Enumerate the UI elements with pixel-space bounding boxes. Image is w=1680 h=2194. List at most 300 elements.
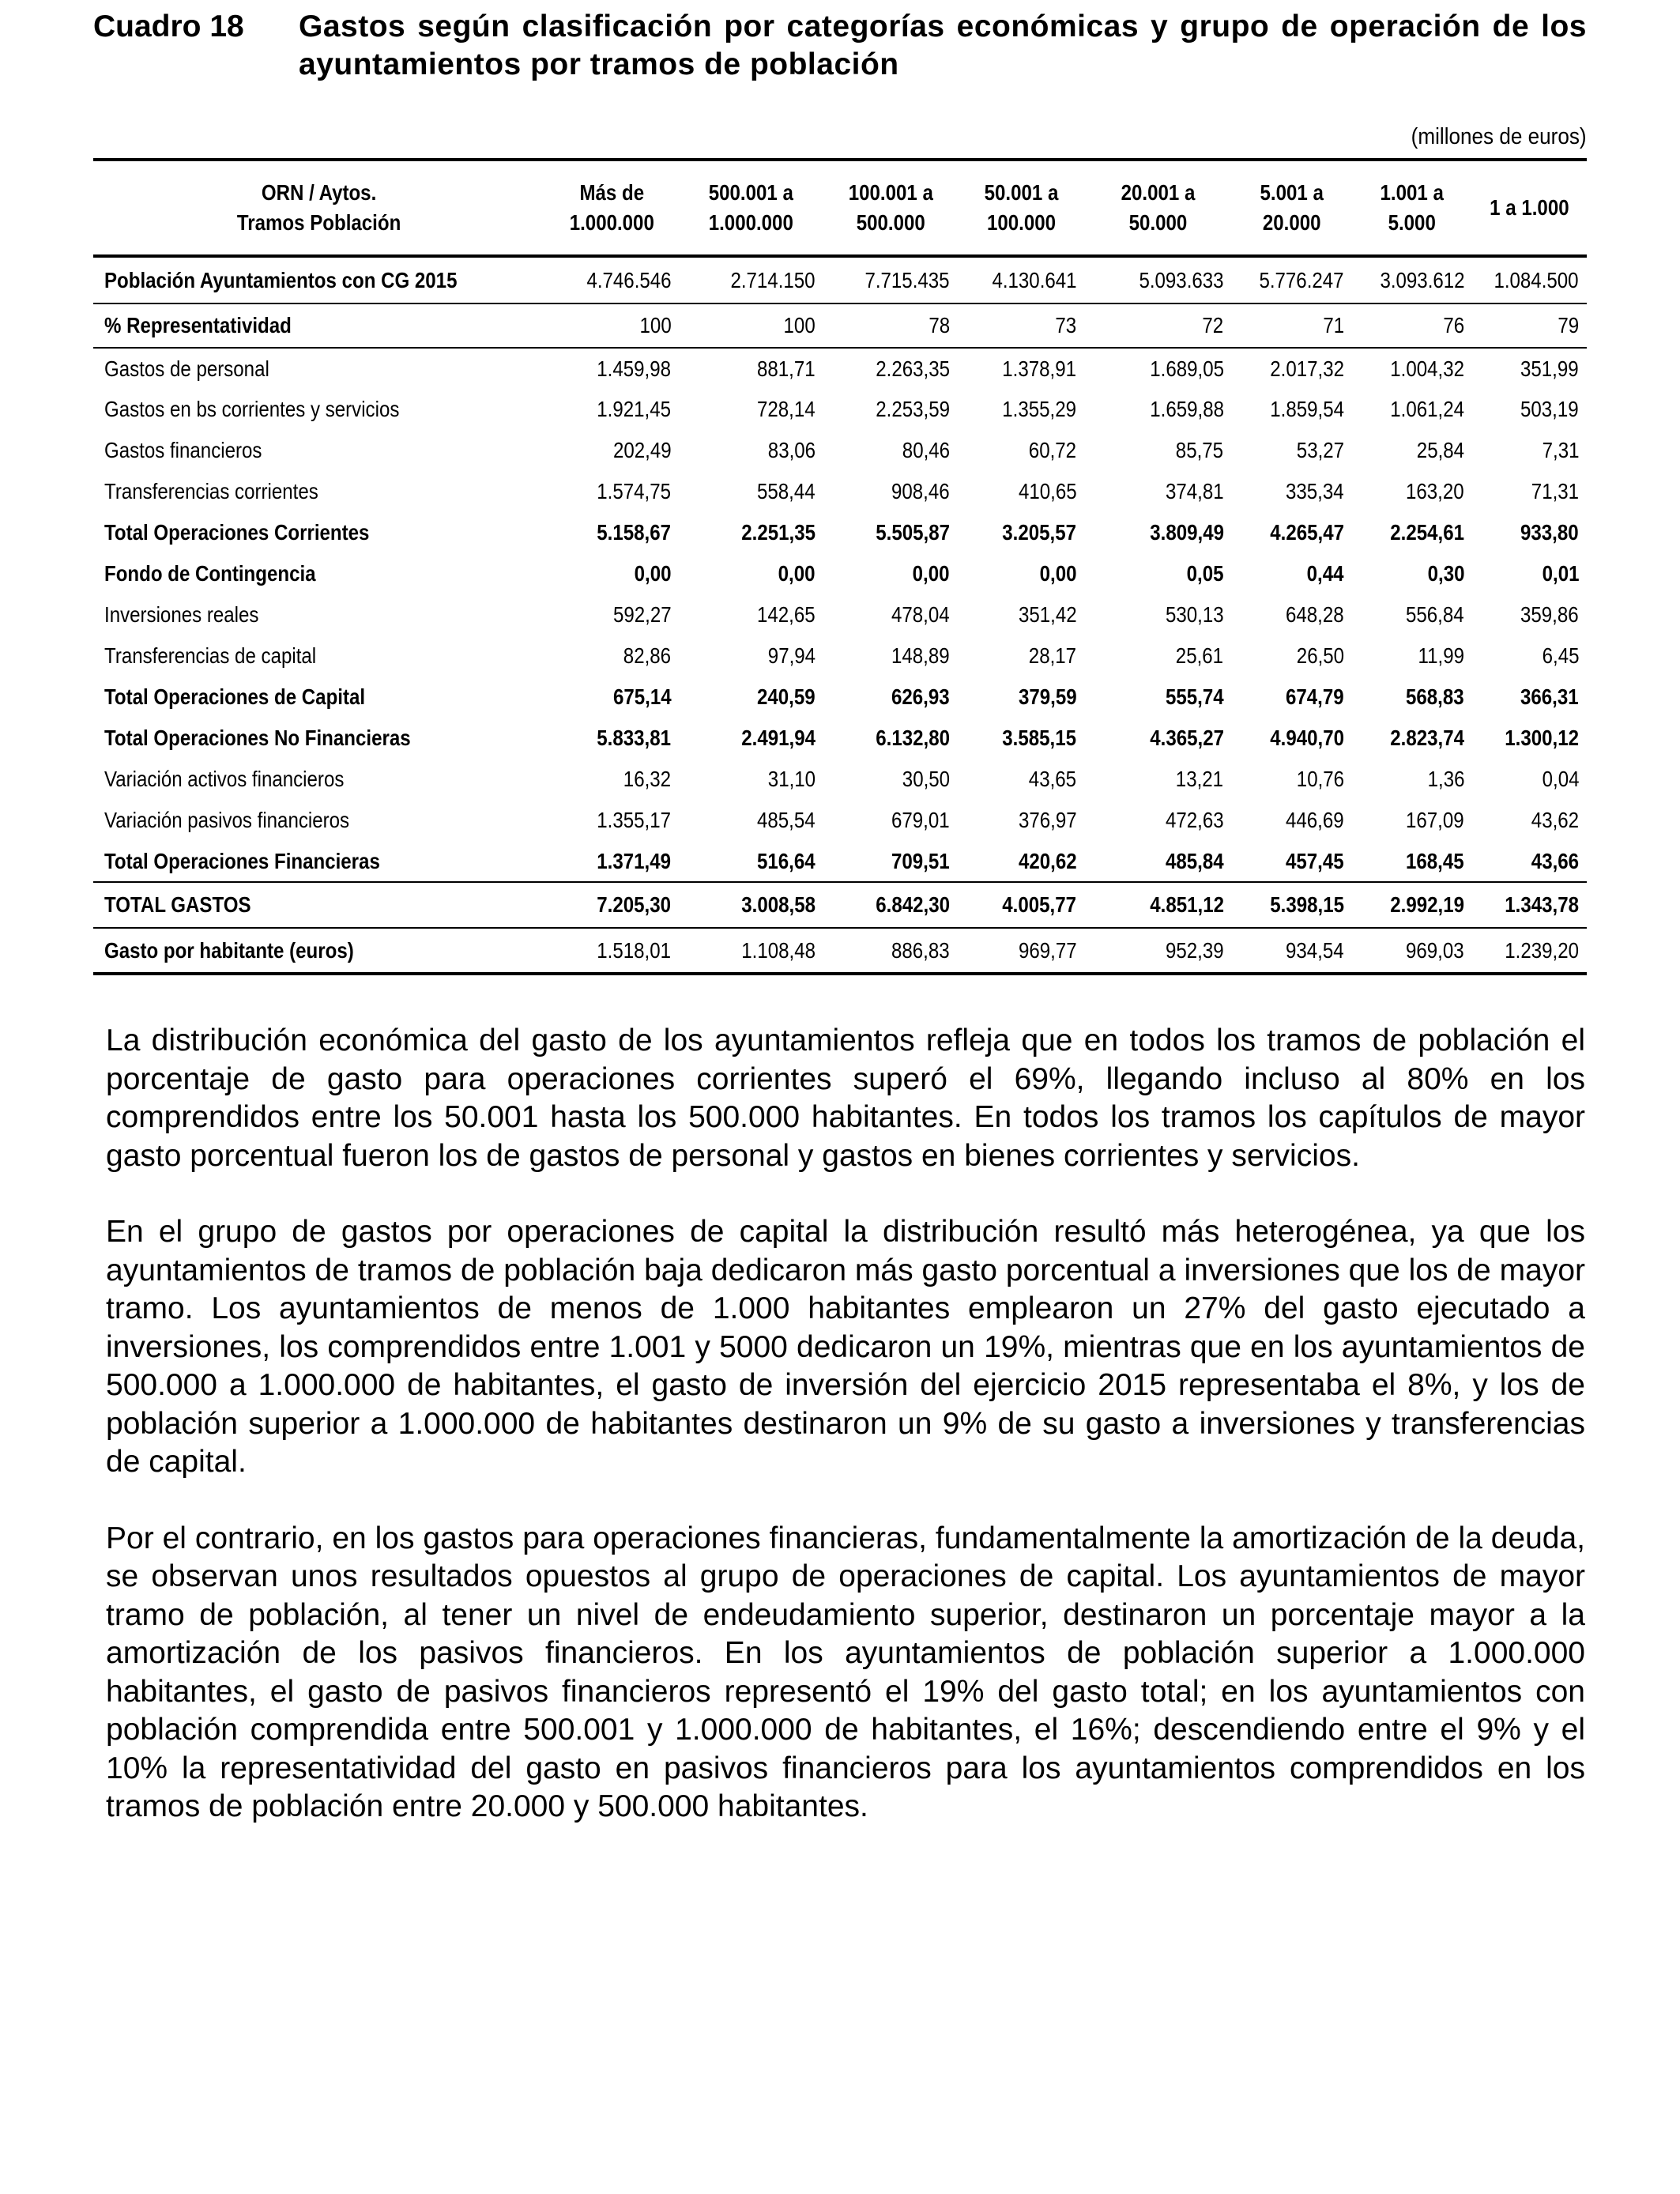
cell-value	[544, 928, 679, 974]
cell-value	[679, 800, 823, 841]
cell-value-text: 1.378,91	[1002, 356, 1077, 381]
header-col-4-line-1: 50.001 a	[984, 180, 1058, 205]
cell-value	[1084, 841, 1231, 882]
cell-value	[679, 512, 823, 553]
cell-value	[1232, 389, 1352, 430]
cell-value	[1352, 759, 1472, 800]
cell-value-text: 4.005,77	[1002, 892, 1077, 917]
row-label-text: Gastos en bs corrientes y servicios	[104, 397, 400, 421]
header-col-7-line-2: 5.000	[1388, 210, 1437, 235]
cell-value	[823, 594, 958, 635]
cell-value	[1352, 256, 1472, 303]
cell-value	[823, 928, 958, 974]
header-col-4-line-2: 100.000	[986, 210, 1056, 235]
cell-value	[823, 882, 958, 928]
cell-value	[1084, 882, 1231, 928]
cell-value-text: 168,45	[1406, 848, 1465, 873]
cell-value	[544, 303, 679, 348]
cell-value	[1472, 512, 1587, 553]
cell-value	[679, 256, 823, 303]
cell-value-text: 0,00	[1039, 561, 1077, 586]
cell-value-text: 2.992,19	[1390, 892, 1465, 917]
cell-value	[679, 882, 823, 928]
cell-value-text: 6.132,80	[876, 726, 950, 750]
cell-value-text: 0,44	[1306, 561, 1344, 586]
cell-value-text: 0,00	[634, 561, 672, 586]
row-label	[93, 348, 544, 389]
cell-value-text: 7,31	[1542, 438, 1579, 462]
cell-value	[1472, 928, 1587, 974]
cell-value	[679, 635, 823, 677]
header-col-4	[958, 160, 1084, 256]
cell-value	[1232, 677, 1352, 718]
cell-value	[679, 759, 823, 800]
cell-value	[958, 759, 1084, 800]
cell-value	[1352, 928, 1472, 974]
cell-value	[1084, 635, 1231, 677]
table-caption	[93, 8, 1587, 84]
cell-value-text: 100	[783, 313, 816, 337]
cell-value	[958, 389, 1084, 430]
row-label	[93, 553, 544, 594]
row-label	[93, 430, 544, 471]
cell-value-text: 167,09	[1406, 808, 1465, 832]
cell-value-text: 0,05	[1186, 561, 1224, 586]
cell-value	[1084, 348, 1231, 389]
cell-value-text: 4.265,47	[1270, 520, 1344, 545]
cell-value-text: 26,50	[1296, 643, 1344, 668]
header-first-col	[93, 160, 544, 256]
cell-value-text: 3.585,15	[1002, 726, 1077, 750]
cell-value-text: 351,42	[1018, 602, 1077, 627]
table-row	[93, 882, 1587, 928]
cell-value	[544, 430, 679, 471]
cell-value	[1472, 759, 1587, 800]
table-row	[93, 303, 1587, 348]
cell-value-text: 7.715.435	[864, 267, 950, 292]
cell-value	[1232, 928, 1352, 974]
cell-value	[544, 348, 679, 389]
cell-value	[958, 882, 1084, 928]
row-label-text: Total Operaciones No Financieras	[104, 726, 411, 750]
cell-value	[1352, 677, 1472, 718]
cell-value-text: 516,64	[757, 848, 816, 873]
table-row	[93, 471, 1587, 512]
units-note: (millones de euros)	[1411, 124, 1587, 149]
header-col-5-line-2: 50.000	[1128, 210, 1188, 235]
row-label	[93, 512, 544, 553]
cell-value-text: 1.574,75	[597, 479, 672, 503]
cell-value-text: 25,84	[1416, 438, 1465, 462]
cell-value-text: 85,75	[1176, 438, 1224, 462]
cell-value	[1232, 430, 1352, 471]
cell-value-text: 43,65	[1028, 767, 1077, 791]
header-line-2: Tramos Población	[236, 210, 401, 235]
header-col-3	[823, 160, 958, 256]
cell-value	[679, 677, 823, 718]
row-label	[93, 256, 544, 303]
cell-value	[1084, 718, 1231, 759]
header-col-2-line-2: 1.000.000	[708, 210, 794, 235]
cell-value-text: 478,04	[891, 602, 950, 627]
cell-value-text: 11,99	[1418, 643, 1465, 668]
cell-value	[823, 553, 958, 594]
table-row	[93, 718, 1587, 759]
cell-value-text: 679,01	[891, 808, 950, 832]
cell-value-text: 30,50	[902, 767, 950, 791]
cell-value	[1084, 389, 1231, 430]
row-label-text: Transferencias de capital	[104, 643, 317, 668]
cell-value-text: 79	[1558, 313, 1579, 337]
cell-value-text: 1.459,98	[597, 356, 672, 381]
cell-value-text: 472,63	[1165, 808, 1224, 832]
cell-value-text: 1.921,45	[597, 397, 672, 421]
cell-value-text: 626,93	[891, 684, 950, 709]
cell-value-text: 969,77	[1018, 937, 1077, 963]
cell-value-text: 0,00	[913, 561, 950, 586]
row-label-text: Inversiones reales	[104, 602, 259, 627]
cell-value	[958, 928, 1084, 974]
cell-value-text: 457,45	[1286, 848, 1344, 873]
row-label-text: Gasto por habitante (euros)	[104, 937, 354, 963]
cell-value	[958, 594, 1084, 635]
cell-value	[1232, 759, 1352, 800]
cell-value-text: 5.833,81	[597, 726, 672, 750]
row-label-text: Total Operaciones Financieras	[104, 848, 380, 873]
cell-value-text: 1.355,29	[1002, 397, 1077, 421]
cell-value-text: 446,69	[1286, 808, 1344, 832]
header-col-5	[1084, 160, 1231, 256]
cell-value	[823, 303, 958, 348]
cell-value	[1232, 303, 1352, 348]
cell-value	[958, 718, 1084, 759]
cell-value-text: 2.823,74	[1390, 726, 1465, 750]
cell-value	[679, 471, 823, 512]
header-col-8	[1472, 160, 1587, 256]
row-label	[93, 841, 544, 882]
cell-value-text: 2.263,35	[876, 356, 950, 381]
cell-value	[1232, 256, 1352, 303]
row-label-text: Transferencias corrientes	[104, 479, 318, 503]
row-label-text: Población Ayuntamientos con CG 2015	[104, 267, 458, 292]
cell-value-text: 72	[1202, 313, 1224, 337]
cell-value-text: 1.659,88	[1149, 397, 1224, 421]
cell-value	[544, 882, 679, 928]
cell-value	[823, 430, 958, 471]
table-row	[93, 553, 1587, 594]
caption-number: Cuadro 18	[93, 9, 244, 43]
cell-value-text: 76	[1443, 313, 1465, 337]
cell-value-text: 335,34	[1286, 479, 1344, 503]
table-row	[93, 430, 1587, 471]
cell-value-text: 2.491,94	[740, 726, 816, 750]
header-col-6	[1232, 160, 1352, 256]
cell-value	[1084, 759, 1231, 800]
cell-value-text: 28,17	[1028, 643, 1077, 668]
cell-value-text: 16,32	[623, 767, 672, 791]
cell-value-text: 556,84	[1406, 602, 1465, 627]
cell-value	[1232, 512, 1352, 553]
header-col-1-line-1: Más de	[579, 180, 644, 205]
cell-value	[1472, 303, 1587, 348]
cell-value-text: 3.809,49	[1149, 520, 1224, 545]
cell-value-text: 71,31	[1531, 479, 1579, 503]
cell-value	[679, 430, 823, 471]
cell-value	[544, 800, 679, 841]
cell-value	[1232, 348, 1352, 389]
cell-value	[1352, 389, 1472, 430]
cell-value	[823, 471, 958, 512]
cell-value	[823, 677, 958, 718]
cell-value-text: 592,27	[612, 602, 672, 627]
cell-value	[1352, 430, 1472, 471]
row-label	[93, 759, 544, 800]
cell-value	[958, 430, 1084, 471]
cell-value-text: 1.108,48	[740, 937, 816, 963]
cell-value-text: 934,54	[1286, 937, 1344, 963]
cell-value	[1352, 512, 1472, 553]
cell-value-text: 5.398,15	[1270, 892, 1344, 917]
cell-value-text: 675,14	[612, 684, 672, 709]
cell-value-text: 1.300,12	[1505, 726, 1579, 750]
cell-value-text: 485,84	[1165, 848, 1224, 873]
cell-value	[958, 348, 1084, 389]
cell-value-text: 100	[639, 313, 672, 337]
cell-value	[679, 303, 823, 348]
cell-value-text: 2.254,61	[1390, 520, 1465, 545]
header-col-5-line-1: 20.001 a	[1121, 180, 1196, 205]
table-row	[93, 389, 1587, 430]
cell-value-text: 4.365,27	[1149, 726, 1224, 750]
row-label	[93, 800, 544, 841]
row-label-text: Fondo de Contingencia	[104, 561, 316, 586]
cell-value	[1352, 841, 1472, 882]
cell-value	[958, 303, 1084, 348]
cell-value-text: 1.061,24	[1390, 397, 1465, 421]
cell-value-text: 886,83	[891, 937, 950, 963]
cell-value	[544, 471, 679, 512]
cell-value-text: 485,54	[757, 808, 816, 832]
cell-value-text: 1.084.500	[1494, 267, 1579, 292]
cell-value-text: 0,04	[1542, 767, 1579, 791]
cell-value	[679, 928, 823, 974]
cell-value-text: 709,51	[891, 848, 950, 873]
table-row	[93, 512, 1587, 553]
cell-value-text: 969,03	[1406, 937, 1465, 963]
cell-value	[958, 635, 1084, 677]
cell-value	[1084, 471, 1231, 512]
row-label	[93, 635, 544, 677]
table-body	[93, 256, 1587, 974]
cell-value	[823, 256, 958, 303]
cell-value-text: 568,83	[1406, 684, 1465, 709]
cell-value-text: 6,45	[1542, 643, 1579, 668]
cell-value	[1232, 718, 1352, 759]
cell-value-text: 1.004,32	[1390, 356, 1465, 381]
table-row	[93, 594, 1587, 635]
cell-value	[958, 512, 1084, 553]
cell-value	[958, 800, 1084, 841]
cell-value	[1232, 841, 1352, 882]
cell-value-text: 728,14	[757, 397, 816, 421]
cell-value	[679, 841, 823, 882]
cell-value-text: 366,31	[1520, 684, 1579, 709]
cell-value-text: 163,20	[1406, 479, 1465, 503]
cell-value-text: 1.239,20	[1505, 937, 1579, 963]
row-label-text: Gastos financieros	[104, 438, 262, 462]
cell-value	[958, 677, 1084, 718]
cell-value	[1472, 800, 1587, 841]
cell-value	[1352, 594, 1472, 635]
cell-value	[1472, 430, 1587, 471]
header-col-6-line-2: 20.000	[1262, 210, 1321, 235]
cell-value-text: 78	[929, 313, 950, 337]
cell-value-text: 1,36	[1427, 767, 1465, 791]
cell-value	[679, 553, 823, 594]
row-label	[93, 471, 544, 512]
row-label-text: TOTAL GASTOS	[104, 892, 251, 917]
cell-value-text: 82,86	[623, 643, 672, 668]
cell-value	[544, 256, 679, 303]
cell-value	[823, 512, 958, 553]
cell-value-text: 1.518,01	[597, 937, 672, 963]
cell-value-text: 881,71	[757, 356, 816, 381]
paragraph: En el grupo de gastos por operaciones de capital la distribución resultó más heterogénea, ya que los ayuntamientos de tramos de población baja dedicaron más gasto porcentual a inversiones que los de mayor tramo. Los ayuntamientos de menos de 1.000 habitantes emplearon un 27% del gasto ejecutado a inversiones, los comprendidos entre 1.001 y 5000 dedicaron un 19%, mientras que en los ayuntamientos de 500.000 a 1.000.000 de habitantes, el gasto de inversión del ejercicio 2015 representaba el 8%, y los de población superior a 1.000.000 de habitantes destinaron un 9% de su gasto a inversiones y transferencias de capital.	[106, 1215, 1585, 1479]
table-row	[93, 677, 1587, 718]
row-label	[93, 389, 544, 430]
cell-value	[679, 718, 823, 759]
cell-value-text: 240,59	[757, 684, 816, 709]
cell-value-text: 674,79	[1286, 684, 1344, 709]
caption-title: Gastos según clasificación por categorías económicas y grupo de operación de los ayuntamientos por tramos de población	[299, 9, 1587, 81]
cell-value	[1232, 594, 1352, 635]
cell-value-text: 503,19	[1520, 397, 1579, 421]
cell-value-text: 1.343,78	[1505, 892, 1579, 917]
row-label-text: Total Operaciones Corrientes	[104, 520, 370, 545]
cell-value-text: 31,10	[767, 767, 816, 791]
header-col-3-line-2: 500.000	[856, 210, 925, 235]
cell-value-text: 3.093.612	[1379, 267, 1465, 292]
cell-value	[1232, 635, 1352, 677]
cell-value-text: 1.859,54	[1270, 397, 1344, 421]
table-row	[93, 928, 1587, 974]
cell-value	[1472, 635, 1587, 677]
cell-value	[544, 389, 679, 430]
row-label	[93, 677, 544, 718]
cell-value-text: 3.205,57	[1002, 520, 1077, 545]
cell-value	[1232, 882, 1352, 928]
cell-value-text: 53,27	[1296, 438, 1344, 462]
cell-value-text: 379,59	[1018, 684, 1077, 709]
cell-value-text: 0,00	[778, 561, 816, 586]
cell-value-text: 6.842,30	[876, 892, 950, 917]
cell-value	[1472, 677, 1587, 718]
cell-value-text: 73	[1055, 313, 1077, 337]
cell-value	[679, 348, 823, 389]
cell-value-text: 2.017,32	[1270, 356, 1344, 381]
cell-value	[1084, 928, 1231, 974]
cell-value-text: 3.008,58	[740, 892, 816, 917]
cell-value	[1472, 389, 1587, 430]
cell-value-text: 5.776.247	[1259, 267, 1344, 292]
cell-value-text: 558,44	[757, 479, 816, 503]
cell-value-text: 25,61	[1176, 643, 1224, 668]
cell-value-text: 4.130.641	[992, 267, 1077, 292]
cell-value	[544, 718, 679, 759]
cell-value-text: 10,76	[1296, 767, 1344, 791]
cell-value	[1352, 553, 1472, 594]
cell-value	[958, 841, 1084, 882]
cell-value	[1084, 594, 1231, 635]
cell-value-text: 359,86	[1520, 602, 1579, 627]
cell-value-text: 142,65	[757, 602, 816, 627]
cell-value-text: 530,13	[1165, 602, 1224, 627]
cell-value-text: 374,81	[1165, 479, 1224, 503]
header-col-2-line-1: 500.001 a	[708, 180, 794, 205]
cell-value	[1472, 471, 1587, 512]
cell-value	[544, 512, 679, 553]
cell-value-text: 555,74	[1165, 684, 1224, 709]
cell-value	[1472, 882, 1587, 928]
cell-value-text: 83,06	[767, 438, 816, 462]
cell-value-text: 80,46	[902, 438, 950, 462]
cell-value	[958, 471, 1084, 512]
cell-value	[1352, 348, 1472, 389]
row-label-text: % Representatividad	[104, 313, 292, 337]
expenses-table	[93, 158, 1587, 975]
cell-value-text: 4.940,70	[1270, 726, 1344, 750]
row-label	[93, 303, 544, 348]
row-label-text: Variación pasivos financieros	[104, 808, 350, 832]
table-row	[93, 348, 1587, 389]
header-col-2	[679, 160, 823, 256]
header-col-7	[1352, 160, 1472, 256]
header-col-1	[544, 160, 679, 256]
cell-value	[823, 348, 958, 389]
cell-value-text: 933,80	[1520, 520, 1579, 545]
table-row	[93, 635, 1587, 677]
cell-value	[544, 553, 679, 594]
cell-value	[1472, 348, 1587, 389]
cell-value	[823, 759, 958, 800]
cell-value-text: 908,46	[891, 479, 950, 503]
cell-value	[823, 800, 958, 841]
cell-value	[544, 759, 679, 800]
cell-value	[544, 677, 679, 718]
cell-value	[1232, 471, 1352, 512]
cell-value-text: 60,72	[1028, 438, 1077, 462]
cell-value-text: 1.355,17	[597, 808, 672, 832]
cell-value	[679, 594, 823, 635]
cell-value	[544, 635, 679, 677]
cell-value	[1084, 303, 1231, 348]
cell-value-text: 97,94	[767, 643, 816, 668]
row-label	[93, 594, 544, 635]
cell-value	[1084, 256, 1231, 303]
cell-value-text: 2.251,35	[740, 520, 816, 545]
cell-value	[1472, 841, 1587, 882]
cell-value-text: 0,01	[1542, 561, 1579, 586]
cell-value-text: 5.093.633	[1139, 267, 1224, 292]
cell-value	[1084, 553, 1231, 594]
cell-value	[1084, 677, 1231, 718]
cell-value-text: 71	[1323, 313, 1344, 337]
cell-value-text: 2.714.150	[730, 267, 816, 292]
cell-value-text: 4.851,12	[1149, 892, 1224, 917]
cell-value	[1472, 553, 1587, 594]
cell-value	[679, 389, 823, 430]
cell-value	[1472, 718, 1587, 759]
